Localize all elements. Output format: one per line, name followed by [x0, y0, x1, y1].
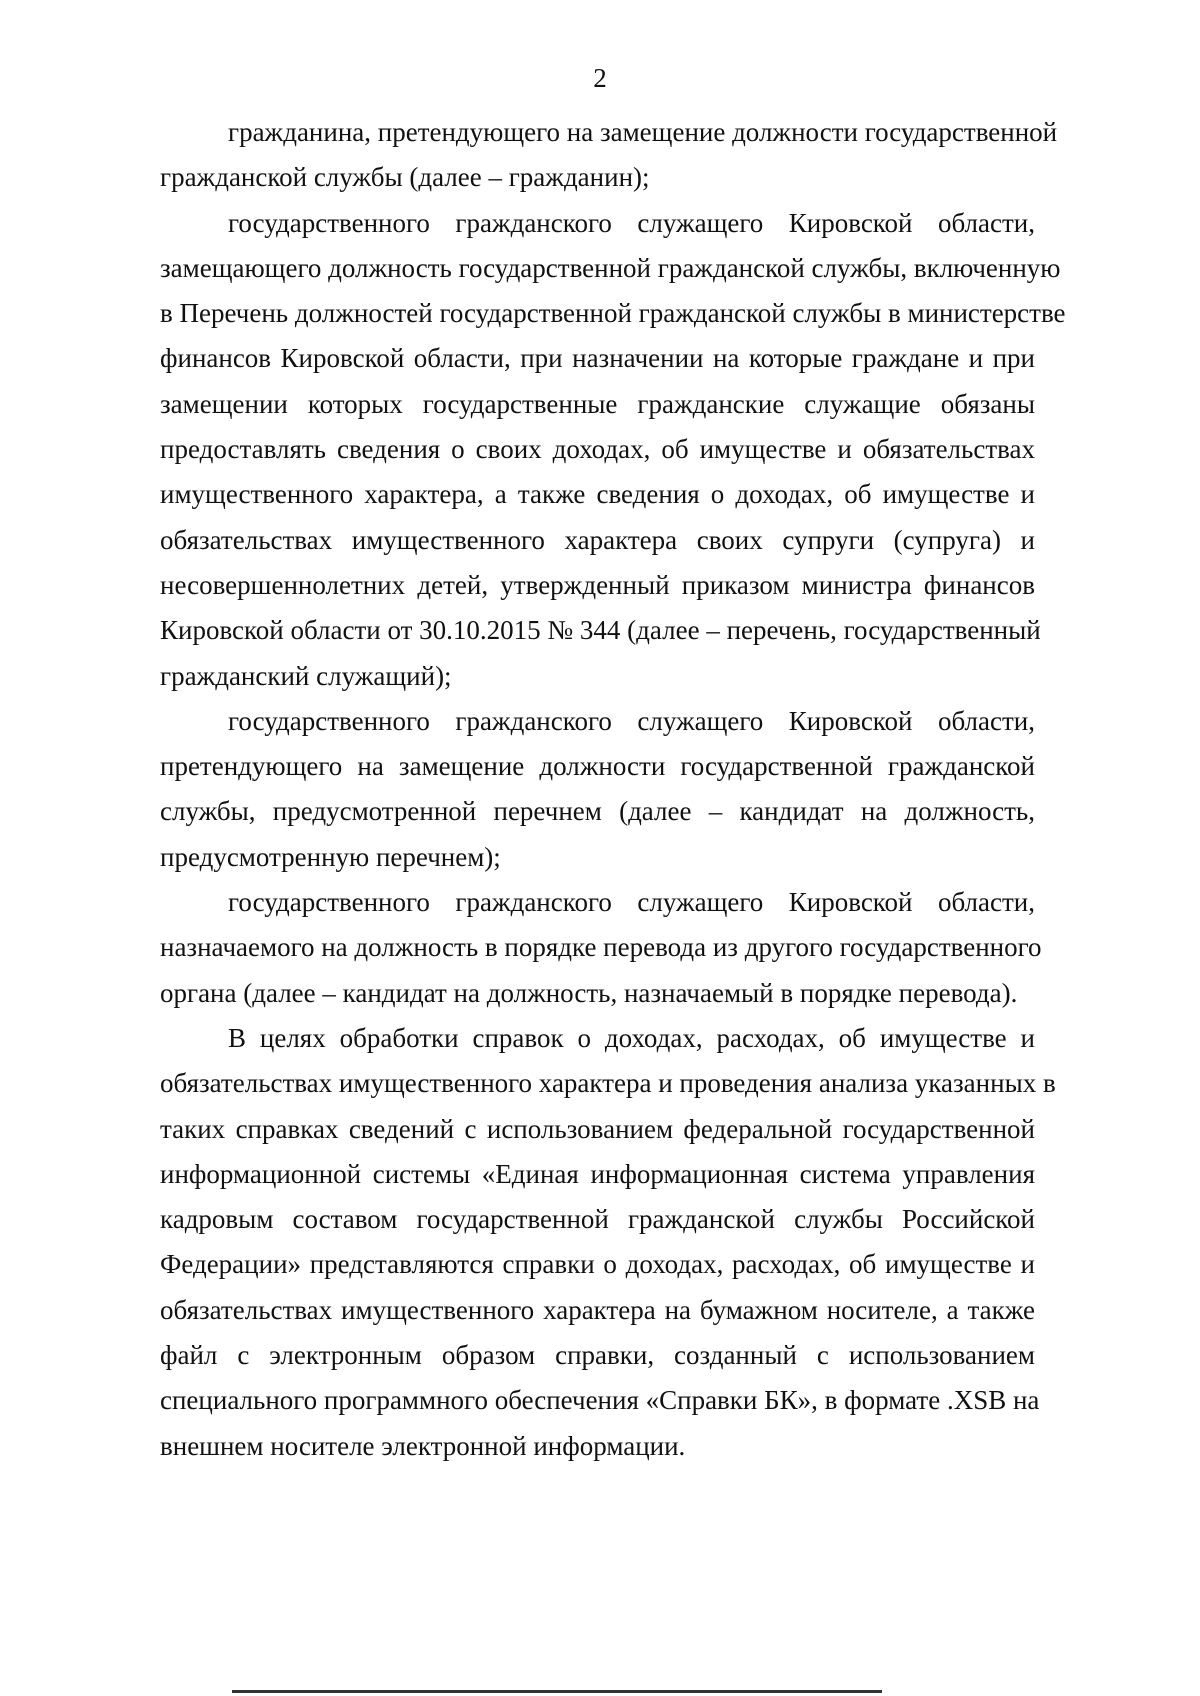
text-line: предоставлять сведения о своих доходах, об имуществе и обязательствах [160, 434, 1035, 465]
text-line: обязательствах имущественного характера своих супруги (супруга) и [160, 524, 1035, 555]
text-line: специального программного обеспечения «Справки БК», в формате .XSB на [160, 1385, 1040, 1416]
paragraph [160, 1016, 1056, 1469]
text-line: финансов Кировской области, при назначении на которые граждане и при [160, 343, 1035, 374]
document-body [160, 110, 1066, 1469]
text-line: имущественного характера, а также сведения о доходах, об имуществе и [160, 479, 1035, 510]
text-line: информационной системы «Единая информационная система управления [160, 1158, 1035, 1189]
text-line: государственного гражданского служащего Кировской области, [228, 887, 1035, 918]
text-line: государственного гражданского служащего Кировской области, [228, 705, 1035, 736]
text-line: замещении которых государственные гражданские служащие обязаны [160, 388, 1035, 419]
text-line: В целях обработки справок о доходах, расходах, об имуществе и [228, 1022, 1035, 1053]
paragraph [160, 699, 1035, 880]
paragraph [160, 880, 1042, 1016]
text-line: внешнем носителе электронной информации. [160, 1430, 686, 1461]
text-line: службы, предусмотренной перечнем (далее – кандидат на должность, [160, 796, 1035, 827]
text-line: назначаемого на должность в порядке перевода из другого государственного [160, 932, 1042, 963]
footer-rule [232, 1690, 882, 1693]
text-line: обязательствах имущественного характера и проведения анализа указанных в [160, 1068, 1056, 1099]
text-line: претендующего на замещение должности государственной гражданской [160, 751, 1035, 782]
text-line: гражданский служащий); [160, 660, 452, 691]
text-line: гражданина, претендующего на замещение должности государственной [228, 117, 1058, 147]
text-line: таких справках сведений с использованием федеральной государственной [160, 1113, 1035, 1144]
text-line: государственного гражданского служащего Кировской области, [228, 207, 1035, 238]
text-line: несовершеннолетних детей, утвержденный приказом министра финансов [160, 569, 1035, 600]
text-line: Федерации» представляются справки о доходах, расходах, об имуществе и [160, 1249, 1035, 1280]
text-line: Кировской области от 30.10.2015 № 344 (далее – перечень, государственный [160, 615, 1041, 646]
paragraph [160, 110, 1058, 201]
text-line: обязательствах имущественного характера на бумажном носителе, а также [160, 1294, 1035, 1325]
text-line: файл с электронным образом справки, созданный с использованием [160, 1340, 1035, 1371]
paragraph [160, 201, 1066, 699]
text-line: гражданской службы (далее – гражданин); [160, 162, 650, 193]
text-line: предусмотренную перечнем); [160, 841, 501, 872]
text-line: органа (далее – кандидат на должность, назначаемый в порядке перевода). [160, 977, 1018, 1008]
text-line: кадровым составом государственной гражданской службы Российской [160, 1204, 1035, 1235]
text-line: замещающего должность государственной гражданской службы, включенную [160, 252, 1061, 283]
page-number: 2 [593, 63, 607, 93]
text-line: в Перечень должностей государственной гражданской службы в министерстве [160, 298, 1066, 329]
